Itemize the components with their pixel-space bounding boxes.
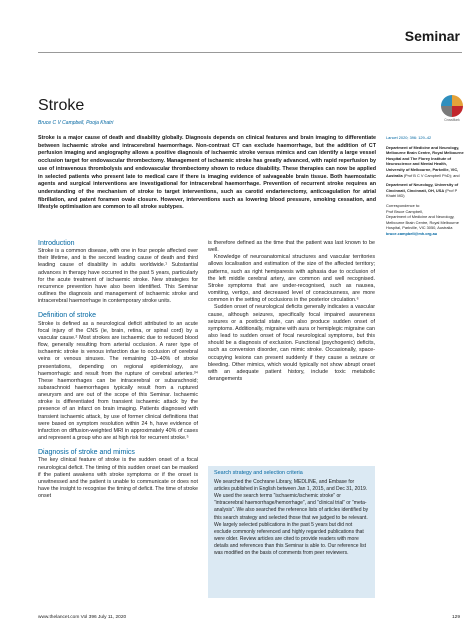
sidebar [386,135,466,237]
abstract: Stroke is a major cause of death and disability globally. Diagnosis depends on clinical features and brain imaging to differentiate between ischaemic stroke and intracerebral haemorrhage. Non-contrast CT can exclude haemorrhage, but the addition of CT perfusion imaging and angiography allows a positive diagnosis of ischaemic stroke versus mimics and can identify a large vessel occlusion target for endovascular thrombectomy. Management of ischaemic stroke has greatly advanced, with rapid reperfusion by use of intravenous thrombolysis and endovascular thrombectomy shown to reduce disability. These therapies can now be applied in selected patients who present late to medical care if there is imaging evidence of salvageable brain tissue. Both haemostatic agents and surgical interventions are investigational for intracerebral haemorrhage. Prevention of recurrent stroke requires an understanding of the mechanism of stroke to target interventions, such as carotid endarterectomy, anticoagulation for atrial fibrillation, and patent foramen ovale closure. However, interventions such as lowering blood pressure, smoking cessation, and lifestyle optimisation are common to all stroke subtypes. [38,135,376,211]
lancet-reference: Lancet 2020; 396: 129–42 [386,135,432,140]
diagnosis-paragraph: The key clinical feature of stroke is the sudden onset of a focal neurological deficit. The timing of this sudden onset can be masked if the patient awakens with stroke symptoms or if the onset is unwitnessed and the patient is unable to communicate or does not have the insight to recognise the timing of deficit. The time of stroke onset [38,457,198,500]
affiliation-1-person: (Prof B C V Campbell PhD); [403,172,452,178]
crossmark-label: CrossMark [444,118,460,122]
mimics-paragraph: Sudden onset of neurological deficits generally indicates a vascular cause, although seizures, specifically focal impaired awareness seizures or a postictal state, can also produce sudden onset of symptoms. Additionally, migraine with aura or hemiplegic migraine can also lead to sudden onset of focal neurological symptoms, but this should be a diagnosis of exclusion. Functional (psychogenic) deficits, such as conversion disorder, can mimic stroke. Occasionally, space-occupying lesions can present suddenly if they cause a seizure or bleeding. Other mimics, which would typically not show abrupt onset with an adequate patient history, include toxic metabolic derangements [208,304,375,382]
article-authors[interactable]: Bruce C V Campbell, Pooja Khatri [38,120,114,126]
correspondence-address: Department of Medicine and Neurology, Melbourne Brain Centre, Royal Melbourne Hospital, Parkville, VIC 3050, Australia [386,214,459,231]
correspondence-name: Prof Bruce Campbell, [386,208,423,214]
left-column [38,240,198,500]
affiliation-1 [386,145,466,179]
article-title: Stroke [38,97,85,114]
correspondence [386,203,466,237]
search-strategy-box [208,466,375,598]
affiliation-2 [386,182,466,199]
introduction-heading: Introduction [38,240,75,247]
affiliation-and: and [453,172,460,178]
correspondence-email[interactable]: bruce.campbell@mh.org.au [386,230,438,236]
search-strategy-body: We searched the Cochrane Library, MEDLINE, and Embase for articles published in English between Jan 1, 2015, and Dec 31, 2019. We used the search terms “ischaemic/ischemic stroke” or “intracerebral haemorrhage/hemorrhage”, and “clinical trial” or “meta-analysis”. We also searched the reference lists of articles identified by this search strategy and selected those that we judged to be relevant. We largely selected publications in the past 5 years but did not exclude commonly referenced and highly regarded publications that were older. Review articles are cited to provide readers with more details and references than this Seminar is able to. Our reference list was modified on the basis of comments from peer reviewers. [214,479,369,557]
affiliation-1-text: Department of Medicine and Neurology, Melbourne Brain Centre, Royal Melbourne Hospital and The Florey Institute of Neuroscience and Mental Health, University of Melbourne, Parkville, VIC, Australia [386,144,464,178]
introduction-paragraph: Stroke is a common disease, with one in four people affected over their lifetime, and is the second leading cause of death and third leading cause of disability in adults worldwide.¹ Substantial advances in therapy have occurred in the past 5 years, particularly for the acute treatment of ischaemic stroke. New strategies for recurrence prevention have also been identified. This Seminar outlines the diagnosis and management of ischaemic stroke and intracerebral haemorrhage in contemporary stroke units. [38,248,198,305]
affiliation-2-person: (Prof P Khatri MD) [386,187,458,199]
crossmark-icon[interactable] [441,95,463,117]
definition-heading: Definition of stroke [38,312,96,320]
section-label: Seminar [404,28,460,44]
continuation-paragraph: is therefore defined as the time that the patient was last known to be well. [208,240,375,254]
top-rule [38,52,462,53]
affiliation-2-text: Department of Neurology, University of Cincinnati, Cincinnati, OH, USA [386,182,459,193]
right-column [208,240,375,383]
search-strategy-title: Search strategy and selection criteria [214,470,303,476]
journal-footer[interactable]: www.thelancet.com Vol 396 July 11, 2020 [38,615,127,620]
correspondence-label: Correspondence to: [386,202,421,208]
definition-paragraph: Stroke is defined as a neurological deficit attributed to an acute focal injury of the CNS (ie, brain, retina, or spinal cord) by a vascular cause.² Most strokes are ischaemic due to reduced blood flow, generally resulting from arterial occlusion. A rarer type of ischaemic stroke is venous infarction due to occlusion of cerebral veins or venous sinuses. The remaining 10–40% of stroke presentations, depending on regional epidemiology, are haemorrhagic and result from the rupture of cerebral arteries.³⁴ These haemorrhages can be intracerebral or subarachnoid; subarachnoid haemorrhages typically result from a ruptured aneurysm and are out of the scope of this Seminar. Ischaemic stroke is differentiated from transient ischaemic attack by the presence of an infarct on brain imaging. Patients diagnosed with transient ischaemic attack, by use of former clinical definitions that were based on symptom resolution within 24 h, have evidence of infarction on diffusion-weighted MRI in approximately 40% of cases and represent a group who are at high risk for recurrent stroke.⁵ [38,320,198,442]
neuroanatomy-paragraph: Knowledge of neuroanatomical structures and vascular territories allows localisation and estimation of the size of the affected territory; patterns, such as right hemiparesis with aphasia due to occlusion of the left middle cerebral artery, are common and well recognised. Stroke symptoms that are under-recognised, such as nausea, vomiting, vertigo, and decreased level of consciousness, are more common in the setting of occlusions in the posterior circulation.⁶ [208,254,375,304]
page-number: 129 [451,615,460,620]
diagnosis-heading: Diagnosis of stroke and mimics [38,449,135,457]
